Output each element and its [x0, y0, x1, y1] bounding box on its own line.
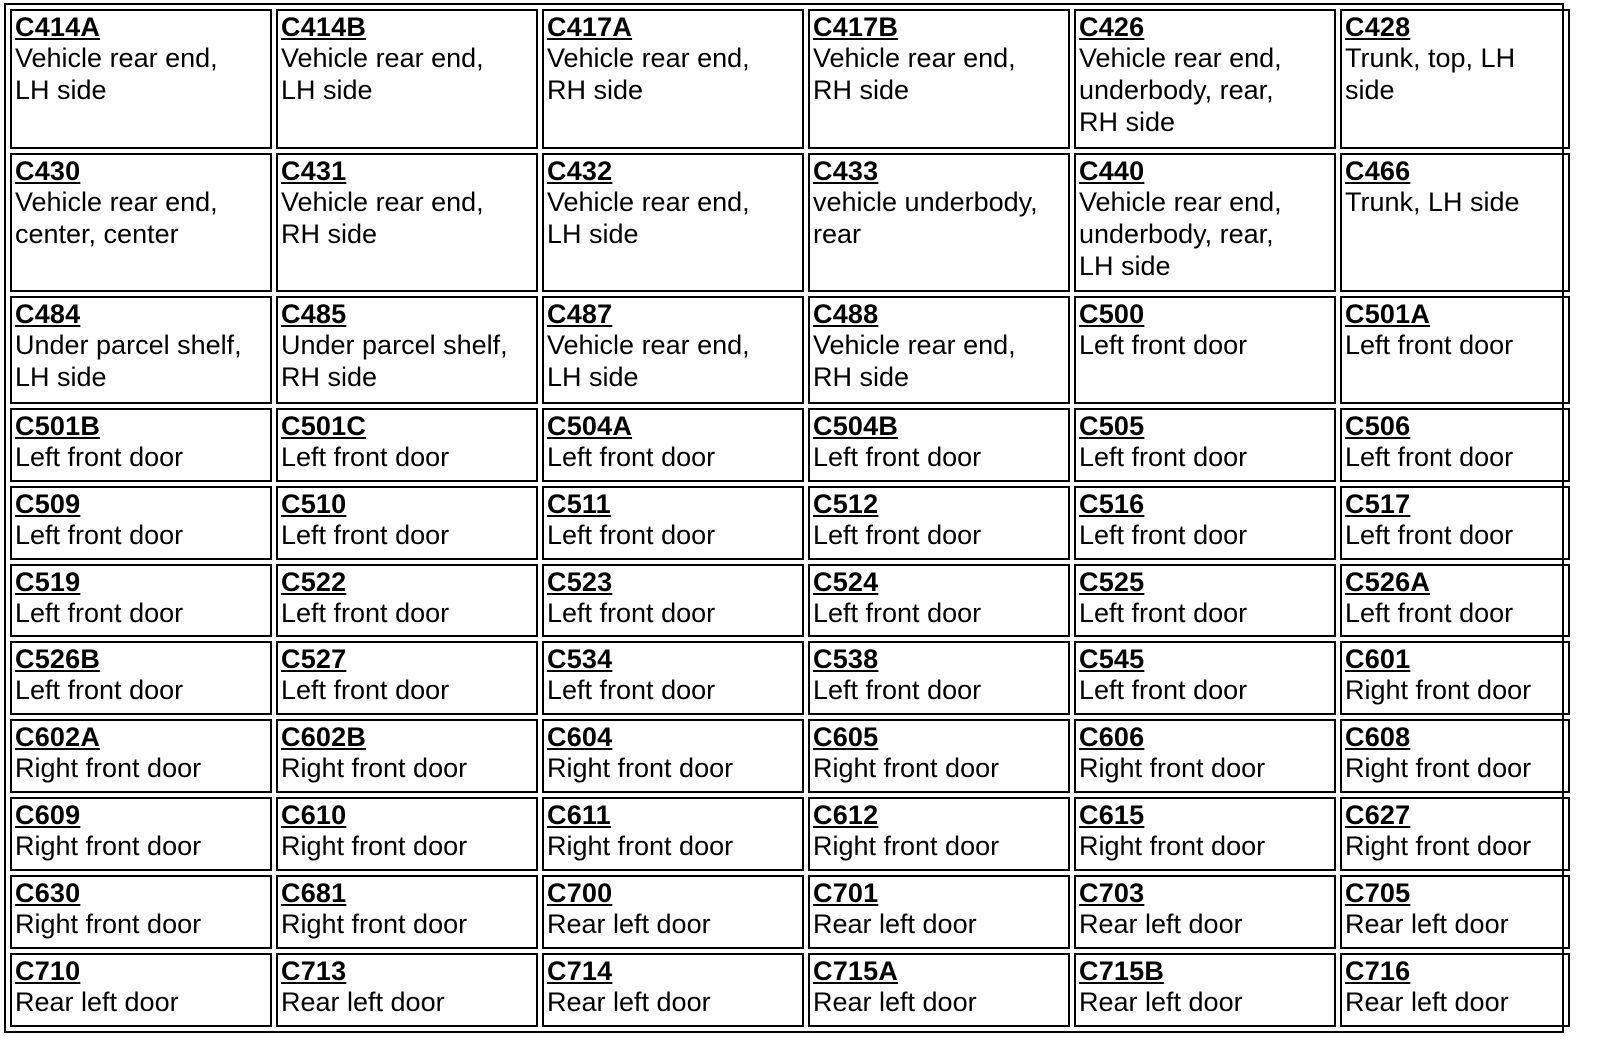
connector-cell	[542, 408, 804, 482]
connector-code: C504B	[813, 410, 899, 441]
connector-location: Vehicle rear end, underbody, rear, RH side	[1079, 43, 1282, 137]
connector-cell	[1340, 296, 1570, 403]
connector-location: Under parcel shelf, RH side	[281, 330, 508, 393]
connector-location: Left front door	[1079, 441, 1248, 472]
connector-code: C605	[813, 722, 879, 753]
connector-cell	[1340, 408, 1570, 482]
connector-location: Right front door	[281, 753, 468, 784]
connector-cell	[1340, 797, 1570, 871]
connector-location: Left front door	[281, 675, 450, 706]
connector-cell	[542, 953, 804, 1027]
connector-code: C517	[1345, 488, 1411, 519]
connector-location: Right front door	[15, 831, 202, 862]
connector-code: C606	[1079, 722, 1145, 753]
connector-location: Left front door	[1079, 519, 1248, 550]
connector-cell	[1340, 564, 1570, 638]
connector-cell	[1074, 564, 1336, 638]
connector-cell	[1340, 153, 1570, 293]
connector-code: C414B	[281, 12, 367, 42]
connector-location: Right front door	[1345, 831, 1532, 862]
connector-code: C526B	[15, 644, 101, 675]
table-row	[10, 641, 1570, 715]
connector-cell	[1074, 153, 1336, 293]
connector-cell	[1340, 486, 1570, 560]
connector-code: C428	[1345, 12, 1411, 42]
connector-cell	[276, 408, 538, 482]
connector-location: Left front door	[1079, 330, 1248, 361]
connector-location: Left front door	[15, 441, 184, 472]
connector-cell	[10, 408, 272, 482]
connector-code: C611	[547, 800, 611, 831]
connector-cell	[808, 641, 1070, 715]
connector-code: C545	[1079, 644, 1145, 675]
connector-cell	[10, 719, 272, 793]
connector-location: Left front door	[547, 675, 716, 706]
connector-code: C501B	[15, 410, 101, 441]
connector-location: Rear left door	[813, 987, 977, 1018]
connector-cell	[1074, 641, 1336, 715]
connector-code: C609	[15, 800, 81, 831]
table-row	[10, 486, 1570, 560]
connector-code: C705	[1345, 878, 1411, 909]
connector-cell	[10, 153, 272, 293]
connector-location: Left front door	[813, 597, 982, 628]
connector-location-table	[6, 5, 1574, 1031]
connector-location: Rear left door	[281, 987, 445, 1018]
connector-cell	[10, 875, 272, 949]
connector-code: C534	[547, 644, 613, 675]
connector-cell	[1074, 408, 1336, 482]
connector-code: C501A	[1345, 299, 1431, 330]
connector-code: C710	[15, 956, 81, 987]
connector-code: C713	[281, 956, 347, 987]
connector-cell	[542, 296, 804, 403]
connector-code: C501C	[281, 410, 367, 441]
connector-code: C610	[281, 800, 347, 831]
connector-location: Left front door	[1345, 597, 1514, 628]
connector-location: Left front door	[1345, 330, 1514, 361]
connector-code: C519	[15, 566, 81, 597]
connector-code: C505	[1079, 410, 1145, 441]
connector-cell	[276, 953, 538, 1027]
connector-cell	[10, 486, 272, 560]
connector-code: C527	[281, 644, 347, 675]
table-row	[10, 564, 1570, 638]
connector-code: C510	[281, 488, 347, 519]
table-row	[10, 875, 1570, 949]
connector-cell	[542, 564, 804, 638]
connector-code: C523	[547, 566, 613, 597]
connector-cell	[1074, 486, 1336, 560]
connector-cell	[276, 875, 538, 949]
connector-cell	[542, 486, 804, 560]
connector-cell	[10, 953, 272, 1027]
connector-location: Left front door	[281, 441, 450, 472]
connector-location: Right front door	[813, 831, 1000, 862]
connector-location: Rear left door	[1079, 987, 1243, 1018]
connector-location: Vehicle rear end, RH side	[813, 43, 1016, 105]
table-row	[10, 296, 1570, 403]
connector-location: Right front door	[281, 831, 468, 862]
connector-cell	[1074, 9, 1336, 149]
connector-cell	[808, 797, 1070, 871]
connector-cell	[276, 153, 538, 293]
connector-code: C488	[813, 299, 879, 330]
connector-code: C715A	[813, 956, 899, 987]
connector-cell	[542, 153, 804, 293]
connector-cell	[808, 153, 1070, 293]
connector-code: C526A	[1345, 566, 1431, 597]
connector-cell	[276, 296, 538, 403]
connector-code: C511	[547, 488, 611, 519]
table-row	[10, 797, 1570, 871]
connector-cell	[542, 797, 804, 871]
connector-cell	[1074, 296, 1336, 403]
connector-location: Left front door	[813, 519, 982, 550]
connector-location: Rear left door	[1079, 909, 1243, 940]
connector-location: Right front door	[15, 909, 202, 940]
table-row	[10, 719, 1570, 793]
connector-location: Vehicle rear end, LH side	[547, 330, 750, 393]
connector-location: Rear left door	[1345, 909, 1509, 940]
connector-cell	[10, 564, 272, 638]
connector-location: Rear left door	[813, 909, 977, 940]
connector-cell	[1340, 875, 1570, 949]
connector-code: C506	[1345, 410, 1411, 441]
connector-location: Right front door	[547, 753, 734, 784]
connector-location: Vehicle rear end, RH side	[281, 186, 484, 249]
connector-location: Vehicle rear end, center, center	[15, 186, 218, 249]
connector-cell	[808, 296, 1070, 403]
connector-code: C602A	[15, 722, 101, 753]
connector-code: C601	[1345, 644, 1411, 675]
connector-cell	[542, 875, 804, 949]
connector-location: Right front door	[1079, 831, 1266, 862]
connector-code: C484	[15, 299, 81, 330]
connector-location: Vehicle rear end, LH side	[547, 186, 750, 249]
connector-location: Left front door	[15, 519, 184, 550]
connector-cell	[10, 641, 272, 715]
connector-location: Trunk, LH side	[1345, 186, 1520, 217]
connector-location: Left front door	[1079, 675, 1248, 706]
connector-location: Under parcel shelf, LH side	[15, 330, 242, 393]
connector-cell	[10, 797, 272, 871]
connector-location: Rear left door	[15, 987, 179, 1018]
connector-cell	[808, 719, 1070, 793]
connector-location: Left front door	[813, 675, 982, 706]
connector-code: C615	[1079, 800, 1145, 831]
connector-code: C525	[1079, 566, 1145, 597]
connector-location: Left front door	[1345, 441, 1514, 472]
connector-location: Left front door	[547, 519, 716, 550]
connector-cell	[808, 953, 1070, 1027]
connector-code: C703	[1079, 878, 1145, 909]
connector-cell	[276, 641, 538, 715]
table-row	[10, 153, 1570, 293]
connector-location: Vehicle rear end, underbody, rear, LH side	[1079, 186, 1282, 281]
connector-code: C716	[1345, 956, 1411, 987]
connector-code: C430	[15, 155, 81, 186]
connector-location: Left front door	[15, 597, 184, 628]
connector-location: Left front door	[281, 597, 450, 628]
connector-code: C701	[813, 878, 879, 909]
connector-code: C714	[547, 956, 613, 987]
connector-cell	[1074, 719, 1336, 793]
connector-cell	[542, 9, 804, 149]
connector-location: Right front door	[1079, 753, 1266, 784]
connector-code: C522	[281, 566, 347, 597]
connector-code: C417A	[547, 12, 633, 42]
connector-location: Right front door	[1345, 753, 1532, 784]
connector-code: C466	[1345, 155, 1411, 186]
connector-location: Vehicle rear end, LH side	[281, 43, 484, 105]
connector-location: Vehicle rear end, LH side	[15, 43, 218, 105]
connector-cell	[1340, 9, 1570, 149]
connector-code: C432	[547, 155, 613, 186]
connector-location: vehicle underbody, rear	[813, 186, 1038, 249]
connector-code: C627	[1345, 800, 1411, 831]
connector-cell	[808, 564, 1070, 638]
connector-code: C612	[813, 800, 879, 831]
connector-cell	[808, 9, 1070, 149]
connector-cell	[1074, 797, 1336, 871]
connector-cell	[808, 875, 1070, 949]
connector-code: C426	[1079, 12, 1145, 42]
connector-location: Rear left door	[1345, 987, 1509, 1018]
connector-cell	[276, 719, 538, 793]
connector-code: C440	[1079, 155, 1145, 186]
connector-location-table-frame	[4, 3, 1564, 1033]
connector-code: C487	[547, 299, 613, 330]
connector-code: C433	[813, 155, 879, 186]
table-body	[10, 9, 1570, 1027]
connector-cell	[276, 797, 538, 871]
connector-code: C604	[547, 722, 613, 753]
connector-location: Left front door	[813, 441, 982, 472]
connector-cell	[276, 9, 538, 149]
connector-location: Left front door	[15, 675, 184, 706]
connector-location: Right front door	[281, 909, 468, 940]
connector-code: C681	[281, 878, 347, 909]
table-row	[10, 9, 1570, 149]
connector-cell	[10, 296, 272, 403]
connector-code: C417B	[813, 12, 899, 42]
connector-location: Right front door	[547, 831, 734, 862]
table-row	[10, 953, 1570, 1027]
connector-cell	[10, 9, 272, 149]
connector-code: C509	[15, 488, 81, 519]
connector-cell	[1340, 953, 1570, 1027]
connector-cell	[276, 486, 538, 560]
connector-location: Left front door	[547, 597, 716, 628]
connector-cell	[542, 719, 804, 793]
connector-cell	[808, 486, 1070, 560]
connector-cell	[542, 641, 804, 715]
connector-code: C700	[547, 878, 613, 909]
connector-location: Left front door	[1079, 597, 1248, 628]
connector-cell	[1340, 641, 1570, 715]
connector-cell	[1074, 953, 1336, 1027]
connector-cell	[276, 564, 538, 638]
connector-location: Left front door	[1345, 519, 1514, 550]
connector-code: C512	[813, 488, 879, 519]
connector-code: C516	[1079, 488, 1145, 519]
connector-cell	[808, 408, 1070, 482]
connector-location: Trunk, top, LH side	[1345, 43, 1516, 105]
connector-code: C602B	[281, 722, 367, 753]
connector-code: C524	[813, 566, 879, 597]
connector-code: C630	[15, 878, 81, 909]
table-row	[10, 408, 1570, 482]
connector-code: C538	[813, 644, 879, 675]
connector-location: Right front door	[813, 753, 1000, 784]
connector-location: Left front door	[281, 519, 450, 550]
connector-cell	[1074, 875, 1336, 949]
connector-code: C608	[1345, 722, 1411, 753]
connector-location: Vehicle rear end, RH side	[813, 330, 1016, 393]
connector-location: Rear left door	[547, 909, 711, 940]
connector-location: Right front door	[15, 753, 202, 784]
connector-code: C500	[1079, 299, 1145, 330]
connector-code: C431	[281, 155, 347, 186]
connector-code: C715B	[1079, 956, 1165, 987]
connector-location: Right front door	[1345, 675, 1532, 706]
connector-location: Rear left door	[547, 987, 711, 1018]
connector-location: Vehicle rear end, RH side	[547, 43, 750, 105]
connector-cell	[1340, 719, 1570, 793]
connector-code: C414A	[15, 12, 101, 42]
connector-code: C504A	[547, 410, 633, 441]
connector-location: Left front door	[547, 441, 716, 472]
connector-code: C485	[281, 299, 347, 330]
